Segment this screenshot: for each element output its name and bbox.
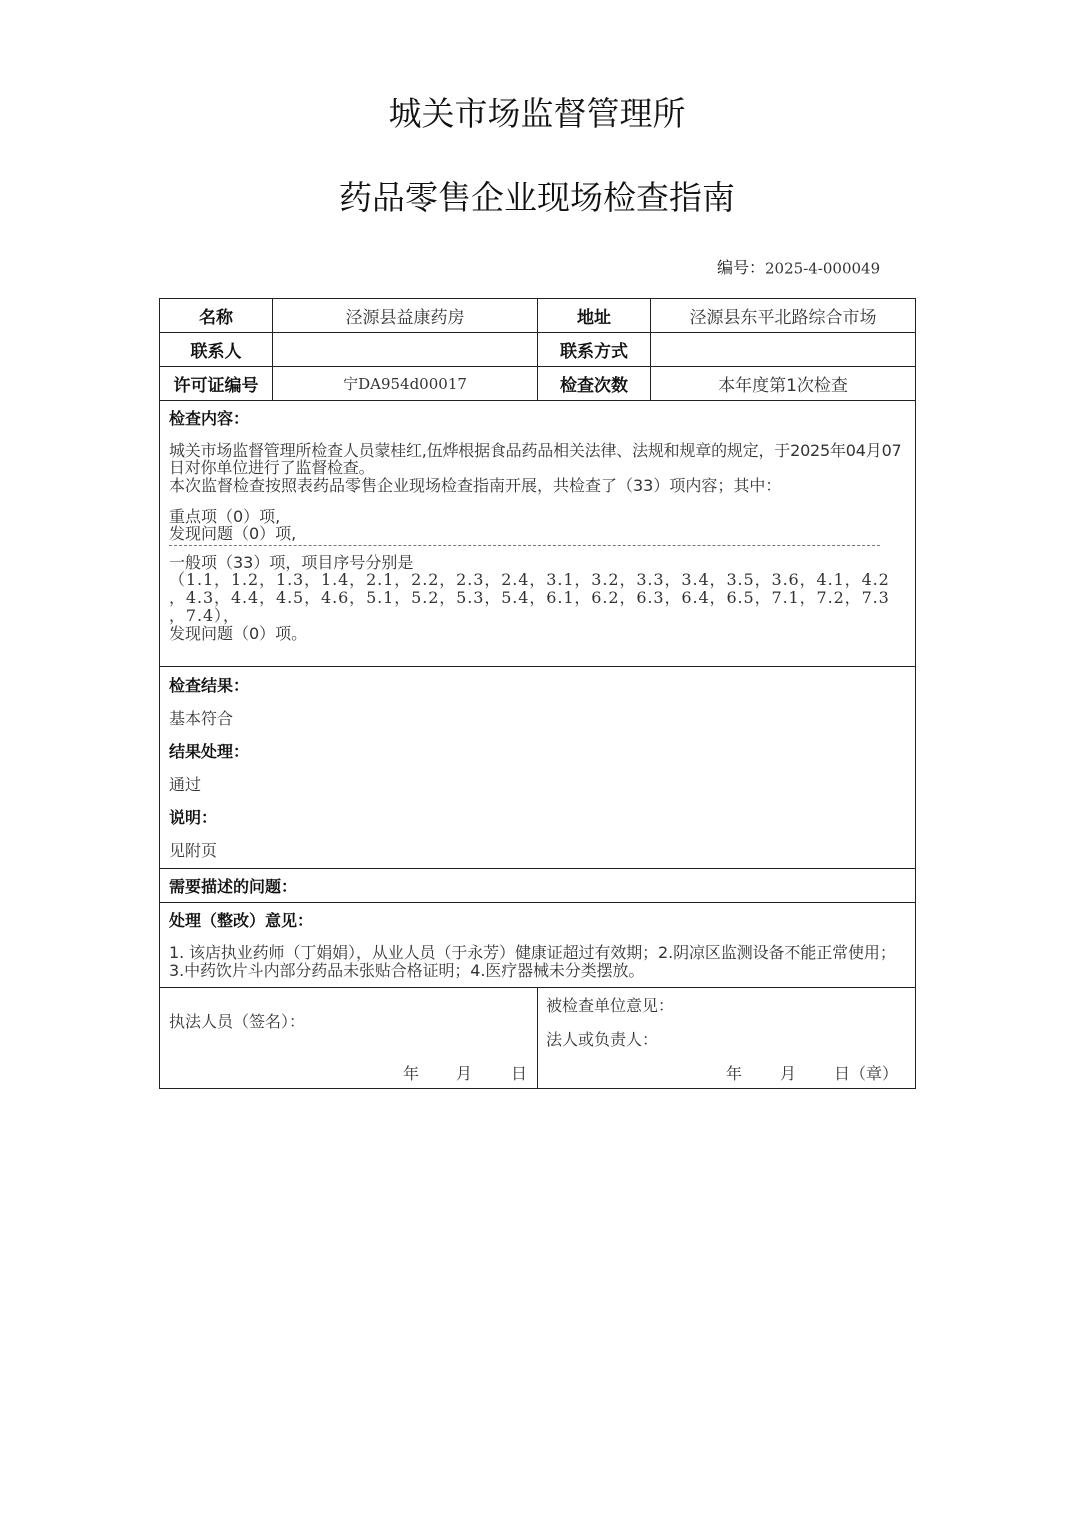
row-content — [160, 401, 916, 667]
phone-label: 联系方式 — [538, 333, 651, 367]
doc-no-label: 编号： — [717, 258, 766, 277]
address-value: 泾源县东平北路综合市场 — [651, 299, 916, 333]
address-label: 地址 — [538, 299, 651, 333]
handling-value: 通过 — [169, 775, 202, 794]
officer-sign-cell — [160, 988, 538, 1089]
rectify-text: 1. 该店执业药师（丁娟娟），从业人员（于永芳）健康证超过有效期；2.阴凉区监测设备不能正常使用；3.中药饮片斗内部分药品未张贴合格证明；4.医疗器械未分类摆放。 — [169, 943, 896, 980]
row-signature — [160, 988, 916, 1089]
key-issues: 发现问题（0）项, — [169, 524, 297, 543]
note-value: 见附页 — [169, 841, 218, 860]
general-list-line3: ，7.4）， — [169, 606, 240, 625]
dashed-divider — [169, 545, 880, 546]
result-value: 基本符合 — [169, 709, 234, 728]
officer-date-day: 日 — [511, 1064, 528, 1083]
contact-label: 联系人 — [160, 333, 273, 367]
count-label: 检查次数 — [538, 367, 651, 401]
contact-value — [273, 333, 538, 367]
general-list-line2: ，4.3，4.4，4.5，4.6，5.1，5.2，5.3，5.4，6.1，6.2，6.3，6.4，6.5，7.1，7.2，7.3 — [169, 588, 890, 607]
unit-date-year: 年 — [726, 1064, 743, 1083]
row-name-address — [160, 299, 916, 333]
doc-no-value: 2025-4-000049 — [765, 259, 881, 278]
license-label: 许可证编号 — [160, 367, 273, 401]
phone-value — [651, 333, 916, 367]
officer-sign-label: 执法人员（签名）： — [169, 1012, 306, 1031]
row-license — [160, 367, 916, 401]
issues-cell — [160, 869, 916, 903]
officer-date-year: 年 — [403, 1064, 420, 1083]
unit-date-month: 月 — [780, 1064, 797, 1083]
unit-date-day-seal: 日（章） — [834, 1064, 899, 1083]
handling-heading: 结果处理： — [169, 742, 250, 761]
general-items: 一般项（33）项，项目序号分别是 — [169, 553, 414, 572]
document-number — [717, 255, 880, 278]
legal-person-label: 法人或负责人： — [546, 1030, 659, 1049]
note-heading: 说明： — [169, 808, 218, 827]
key-items: 重点项（0）项, — [169, 507, 281, 526]
name-label: 名称 — [160, 299, 273, 333]
license-value: 宁DA954d00017 — [273, 367, 538, 401]
unit-opinion-label: 被检查单位意见： — [546, 996, 675, 1015]
general-issues: 发现问题（0）项。 — [169, 624, 308, 643]
result-cell — [160, 667, 916, 869]
result-heading: 检查结果： — [169, 676, 250, 695]
rectify-cell — [160, 903, 916, 988]
issues-heading: 需要描述的问题： — [169, 877, 298, 896]
row-result — [160, 667, 916, 869]
officer-date-month: 月 — [456, 1064, 473, 1083]
row-issues — [160, 869, 916, 903]
content-cell — [160, 401, 916, 667]
content-para2: 本次监督检查按照表药品零售企业现场检查指南开展，共检查了（33）项内容；其中： — [169, 476, 782, 495]
rectify-heading: 处理（整改）意见： — [169, 911, 314, 930]
unit-sign-cell — [538, 988, 916, 1089]
document-title: 药品零售企业现场检查指南 — [339, 178, 735, 217]
inspection-table — [159, 298, 916, 1089]
content-para1: 城关市场监督管理所检查人员蒙桂红,伍烨根据食品药品相关法律、法规和规章的规定，于2025年04月07日对你单位进行了监督检查。 — [169, 441, 902, 477]
name-value: 泾源县益康药房 — [273, 299, 538, 333]
row-contact — [160, 333, 916, 367]
content-heading: 检查内容： — [169, 409, 250, 428]
general-list-line1: （1.1，1.2，1.3，1.4，2.1，2.2，2.3，2.4，3.1，3.2，3.3，3.4，3.5，3.6，4.1，4.2 — [169, 570, 890, 589]
count-value: 本年度第1次检查 — [651, 367, 916, 401]
org-title: 城关市场监督管理所 — [388, 94, 686, 133]
row-rectify — [160, 903, 916, 988]
